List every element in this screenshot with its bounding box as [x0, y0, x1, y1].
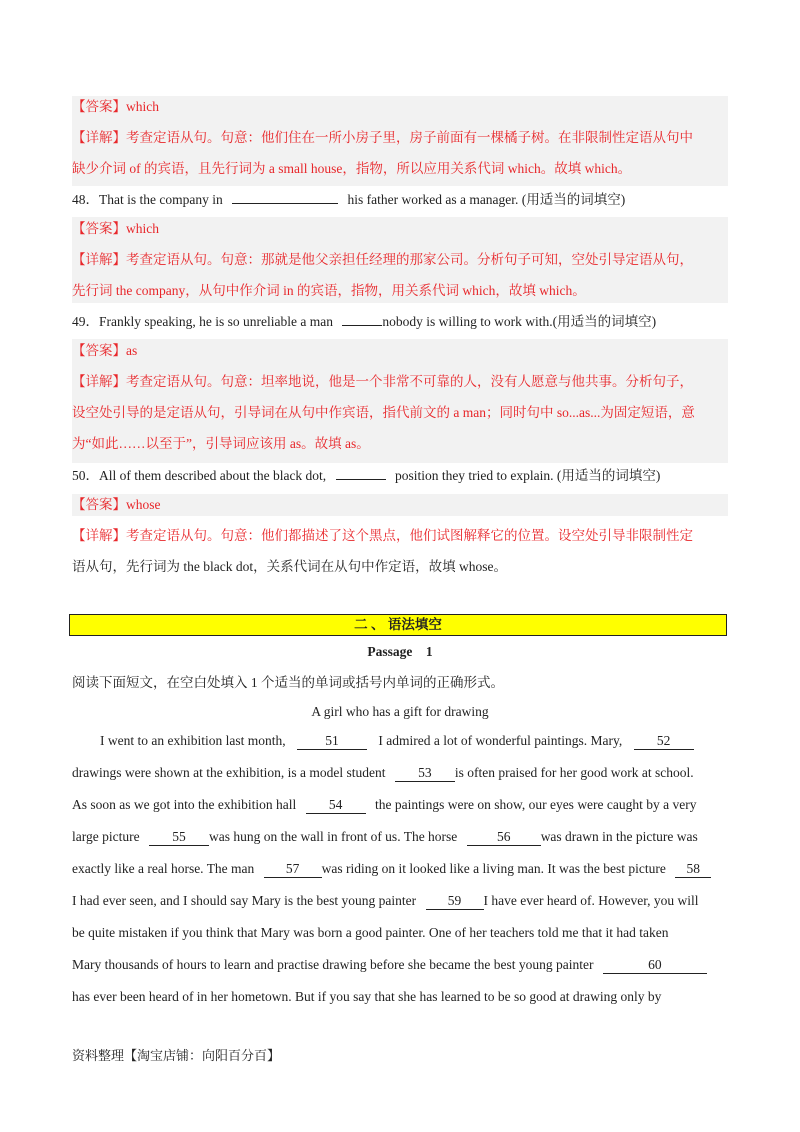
passage-text: has ever been heard of in her hometown. But if you say that she has learned to be so good at drawing only by — [72, 989, 662, 1004]
detail-49-line2 — [72, 403, 732, 423]
answer-48 — [72, 219, 732, 239]
detail-text: 设空处引导的是定语从句，引导词在从句中作宾语，指代前文的 a man；同时句中 so...as...为固定短语，意 — [72, 405, 695, 420]
blank-60[interactable] — [603, 957, 707, 974]
footer-text: 资料整理【淘宝店铺：向阳百分百】 — [72, 1048, 281, 1063]
blank-number: 56 — [496, 829, 511, 844]
passage-instruction — [72, 673, 732, 693]
passage-title — [72, 702, 728, 722]
detail-tag: 【详解】 — [72, 130, 126, 145]
passage-text: was hung on the wall in front of us. The horse — [208, 829, 458, 844]
blank-55[interactable] — [149, 829, 209, 846]
answer-tag: 【答案】 — [72, 497, 126, 512]
answer-value: as — [126, 343, 138, 358]
detail-tag: 【详解】 — [72, 374, 126, 389]
passage-text: drawings were shown at the exhibition, is a model student — [72, 765, 386, 780]
answer-tag: 【答案】 — [72, 343, 126, 358]
blank-number: 51 — [325, 733, 339, 748]
question-number: 49． — [72, 314, 99, 329]
passage-line-8 — [72, 955, 728, 975]
passage-line-3 — [72, 795, 728, 815]
blank-number: 57 — [285, 861, 300, 876]
detail-text: 为“如此……以至于”，引导词应该用 as。故填 as。 — [72, 436, 370, 451]
detail-49-line3 — [72, 434, 732, 454]
detail-tag: 【详解】 — [72, 252, 126, 267]
section-title: 二 、 语法填空 — [354, 617, 442, 632]
question-text: nobody is willing to work with.(用适当的词填空) — [382, 314, 657, 329]
detail-text: 考查定语从句。句意：坦率地说，他是一个非常不可靠的人，没有人愿意与他共事。分析句子， — [126, 374, 693, 389]
answer-value: which — [126, 221, 159, 236]
answer-blank[interactable] — [336, 465, 386, 480]
blank-number: 55 — [172, 829, 186, 844]
question-text: his father worked as a manager. (用适当的词填空) — [347, 192, 626, 207]
question-text: position they tried to explain. (用适当的词填空) — [394, 468, 661, 483]
passage-label-text: Passage 1 — [367, 644, 433, 659]
answer-tag: 【答案】 — [72, 99, 126, 114]
passage-line-5 — [72, 859, 728, 879]
question-text: Frankly speaking, he is so unreliable a man — [99, 314, 333, 329]
passage-text: was riding on it looked like a living man. It was the best picture — [321, 861, 666, 876]
detail-50-line2 — [72, 557, 732, 577]
page-footer — [72, 1046, 280, 1066]
detail-text: 考查定语从句。句意：他们住在一所小房子里，房子前面有一棵橘子树。在非限制性定语从句中 — [126, 130, 693, 145]
detail-text: 缺少介词 of 的宾语，且先行词为 a small house，指物，所以应用关系代词 which。故填 which。 — [72, 161, 632, 176]
blank-51[interactable] — [297, 733, 367, 750]
passage-text: I went to an exhibition last month, — [100, 733, 286, 748]
detail-48-line2 — [72, 281, 732, 301]
passage-line-1 — [72, 731, 728, 751]
answer-value: which — [126, 99, 159, 114]
passage-text: be quite mistaken if you think that Mary was born a good painter. One of her teachers told me that it had taken — [72, 925, 669, 940]
passage-text: I had ever seen, and I should say Mary is the best young painter — [72, 893, 417, 908]
blank-52[interactable] — [634, 733, 694, 750]
passage-text: the paintings were on show, our eyes were caught by a very — [374, 797, 697, 812]
blank-59[interactable] — [426, 893, 484, 910]
detail-text: 语从句，先行词为 the black dot，关系代词在从句中作定语，故填 whose。 — [72, 559, 507, 574]
blank-56[interactable] — [467, 829, 541, 846]
passage-line-4 — [72, 827, 728, 847]
blank-58[interactable] — [675, 861, 711, 878]
passage-line-2 — [72, 763, 728, 783]
blank-number: 52 — [656, 733, 671, 748]
question-number: 48． — [72, 192, 99, 207]
detail-47-line1 — [72, 128, 732, 148]
blank-number: 54 — [328, 797, 343, 812]
passage-text: I have ever heard of. However, you will — [483, 893, 699, 908]
passage-line-9 — [72, 987, 728, 1007]
question-text: That is the company in — [99, 192, 223, 207]
blank-57[interactable] — [264, 861, 322, 878]
passage-text: is often praised for her good work at school. — [454, 765, 694, 780]
section-header — [69, 614, 727, 636]
answer-49 — [72, 341, 732, 361]
instruction-text: 阅读下面短文，在空白处填入 1 个适当的单词或括号内单词的正确形式。 — [72, 675, 504, 690]
question-text: All of them described about the black dot, — [99, 468, 327, 483]
question-48 — [72, 189, 732, 210]
detail-tag: 【详解】 — [72, 528, 126, 543]
passage-line-6 — [72, 891, 728, 911]
answer-47 — [72, 97, 732, 117]
question-50 — [72, 465, 732, 486]
blank-number: 53 — [418, 765, 432, 780]
blank-53[interactable] — [395, 765, 455, 782]
detail-49-line1 — [72, 372, 732, 392]
passage-line-7 — [72, 923, 728, 943]
passage-text: exactly like a real horse. The man — [72, 861, 255, 876]
passage-title-text: A girl who has a gift for drawing — [311, 704, 489, 719]
answer-50 — [72, 495, 732, 515]
blank-54[interactable] — [306, 797, 366, 814]
detail-text: 先行词 the company，从句中作介词 in 的宾语，指物，用关系代词 which，故填 which。 — [72, 283, 586, 298]
passage-text: As soon as we got into the exhibition hall — [72, 797, 297, 812]
passage-text: was drawn in the picture was — [540, 829, 698, 844]
passage-text: I admired a lot of wonderful paintings. Mary, — [378, 733, 623, 748]
answer-tag: 【答案】 — [72, 221, 126, 236]
passage-label — [72, 642, 728, 662]
blank-number: 59 — [447, 893, 462, 908]
answer-value: whose — [126, 497, 161, 512]
detail-47-line2 — [72, 159, 732, 179]
detail-text: 考查定语从句。句意：他们都描述了这个黑点，他们试图解释它的位置。设空处引导非限制性定 — [126, 528, 693, 543]
question-49 — [72, 311, 732, 332]
answer-blank[interactable] — [342, 311, 382, 326]
detail-text: 考查定语从句。句意：那就是他父亲担任经理的那家公司。分析句子可知，空处引导定语从句， — [126, 252, 693, 267]
passage-text: large picture — [72, 829, 140, 844]
passage-text: Mary thousands of hours to learn and practise drawing before she became the best young painter — [72, 957, 594, 972]
blank-number: 60 — [648, 957, 662, 972]
answer-blank[interactable] — [232, 189, 338, 204]
detail-50-line1 — [72, 526, 732, 546]
blank-number: 58 — [686, 861, 700, 876]
question-number: 50． — [72, 468, 99, 483]
detail-48-line1 — [72, 250, 732, 270]
